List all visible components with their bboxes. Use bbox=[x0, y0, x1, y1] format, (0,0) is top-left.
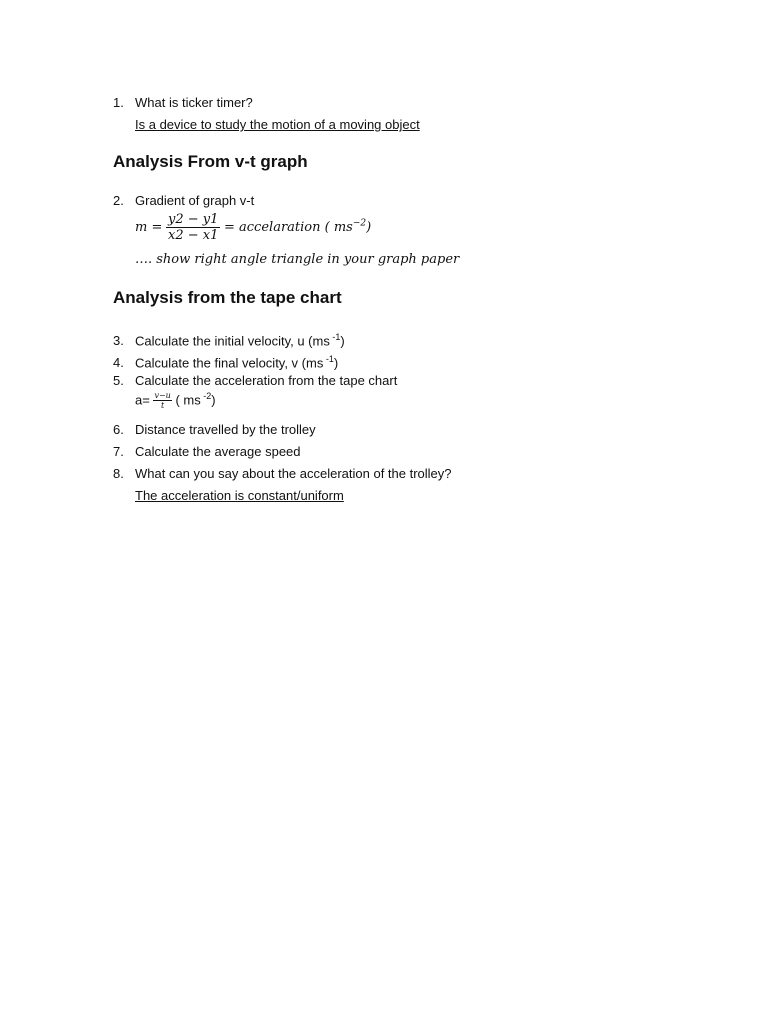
formula-unit: ( ms bbox=[175, 392, 201, 408]
question-close: ) bbox=[333, 355, 339, 371]
section-heading-vt-graph: Analysis From v-t graph bbox=[113, 152, 308, 171]
equation-rhs: = accelaration ( ms bbox=[224, 219, 353, 235]
acceleration-formula bbox=[135, 391, 216, 410]
question-text: Calculate the average speed bbox=[135, 444, 301, 459]
equation-lhs: m = bbox=[135, 219, 163, 235]
question-number: 5. bbox=[113, 373, 124, 388]
question-1 bbox=[113, 95, 253, 111]
question-close: ) bbox=[340, 333, 345, 349]
question-text: Calculate the acceleration from the tape chart bbox=[135, 373, 398, 388]
question-number: 2. bbox=[113, 193, 124, 208]
formula-denominator: t bbox=[161, 401, 165, 411]
question-text: Distance travelled by the trolley bbox=[135, 422, 316, 437]
graph-note: …. show right angle triangle in your graph paper bbox=[135, 252, 460, 267]
equation-fraction bbox=[166, 212, 220, 243]
question-7 bbox=[113, 444, 301, 460]
question-8 bbox=[113, 466, 452, 482]
question-number: 1. bbox=[113, 95, 124, 110]
question-text: What can you say about the acceleration of the trolley? bbox=[135, 466, 452, 481]
formula-exponent: -2 bbox=[200, 391, 212, 401]
unit-exponent: -1 bbox=[323, 354, 334, 364]
formula-close: ) bbox=[211, 392, 216, 408]
question-4 bbox=[113, 351, 338, 371]
section-heading-tape-chart: Analysis from the tape chart bbox=[113, 288, 342, 307]
equation-numerator: y2 − y1 bbox=[167, 212, 219, 227]
question-number: 3. bbox=[113, 333, 124, 349]
gradient-equation bbox=[135, 212, 371, 243]
question-2 bbox=[113, 193, 254, 209]
formula-fraction bbox=[153, 391, 171, 410]
question-number: 8. bbox=[113, 466, 124, 481]
question-text: Calculate the initial velocity, u (ms bbox=[135, 333, 330, 349]
question-5 bbox=[113, 373, 397, 389]
question-number: 4. bbox=[113, 355, 124, 371]
question-text: What is ticker timer? bbox=[135, 95, 253, 110]
question-text: Gradient of graph v-t bbox=[135, 193, 255, 208]
question-3 bbox=[113, 329, 345, 349]
question-number: 6. bbox=[113, 422, 124, 437]
unit-exponent: -1 bbox=[329, 332, 341, 342]
equation-denominator: x2 − x1 bbox=[167, 228, 219, 243]
answer-1: Is a device to study the motion of a moving object bbox=[135, 117, 420, 132]
question-number: 7. bbox=[113, 444, 124, 459]
answer-8: The acceleration is constant/uniform bbox=[135, 488, 344, 503]
formula-prefix: a= bbox=[135, 392, 150, 408]
question-6 bbox=[113, 422, 316, 438]
equation-rhs-exponent: −2 bbox=[352, 218, 367, 229]
formula-numerator: v−u bbox=[154, 391, 171, 401]
equation-rhs-close: ) bbox=[366, 219, 372, 235]
question-text: Calculate the final velocity, v (ms bbox=[135, 355, 324, 371]
